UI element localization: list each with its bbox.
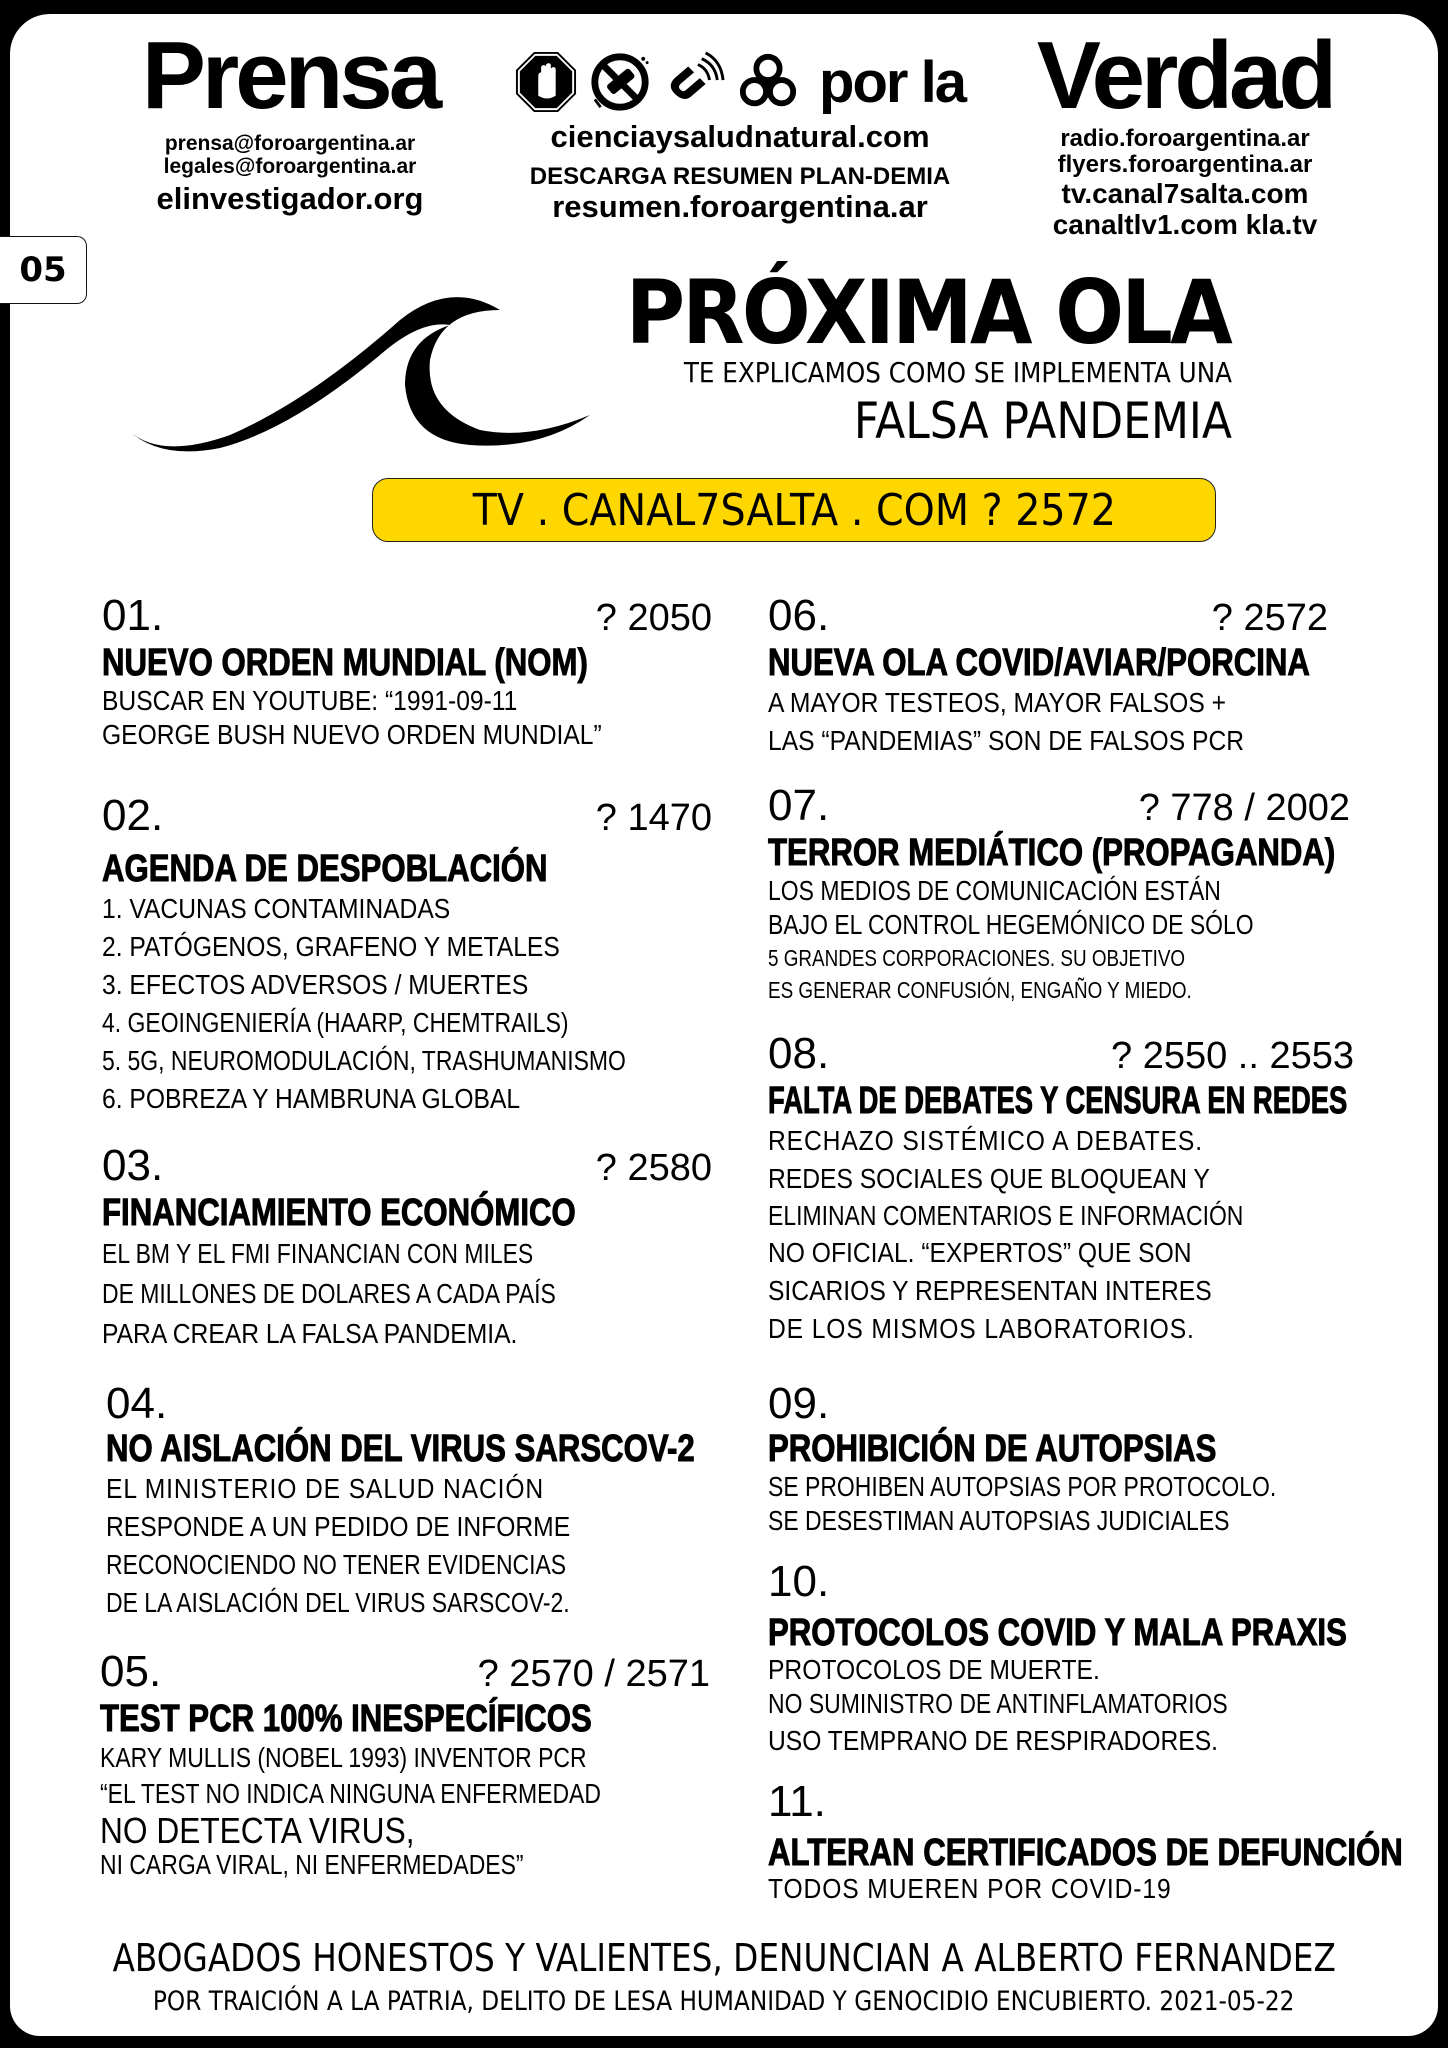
item-line: A MAYOR TESTEOS, MAYOR FALSOS +	[768, 687, 1227, 718]
item-reference: ? 2570 / 2571	[477, 1653, 710, 1695]
item-reference: ? 1470	[595, 797, 712, 839]
item-line: REDES SOCIALES QUE BLOQUEAN Y	[768, 1163, 1210, 1194]
link-cienciaysaludnatural: cienciaysaludnatural.com	[550, 119, 930, 154]
item-number: 03.	[102, 1141, 164, 1190]
item-line: DE LA AISLACIÓN DEL VIRUS SARSCOV-2.	[106, 1587, 570, 1618]
item-01	[102, 592, 712, 752]
item-number: 10.	[768, 1557, 830, 1606]
item-10	[768, 1558, 1358, 1760]
item-title: FALTA DE DEBATES Y CENSURA EN REDES	[768, 1080, 1348, 1122]
item-line: PROTOCOLOS DE MUERTE.	[768, 1654, 1100, 1685]
item-line: NO OFICIAL. “EXPERTOS” QUE SON	[768, 1237, 1192, 1268]
item-number: 05.	[100, 1647, 162, 1696]
title-subtitle-2: FALSA PANDEMIA	[853, 392, 1232, 450]
item-line: EL BM Y EL FMI FINANCIAN CON MILES	[102, 1238, 534, 1269]
item-number: 04.	[106, 1379, 168, 1428]
item-line: TODOS MUEREN POR COVID-19	[768, 1873, 1172, 1904]
item-05	[100, 1648, 710, 1880]
header-word-prensa: Prensa	[141, 22, 439, 129]
item-line: DE LOS MISMOS LABORATORIOS.	[768, 1313, 1195, 1344]
item-line: ELIMINAN COMENTARIOS E INFORMACIÓN	[768, 1200, 1244, 1231]
item-line: RESPONDE A UN PEDIDO DE INFORME	[106, 1511, 571, 1542]
item-title: NO AISLACIÓN DEL VIRUS SARSCOV-2	[106, 1428, 695, 1470]
item-title: TERROR MEDIÁTICO (PROPAGANDA)	[768, 832, 1336, 874]
item-number: 09.	[768, 1379, 830, 1428]
item-line: SE DESESTIMAN AUTOPSIAS JUDICIALES	[768, 1505, 1230, 1536]
link-tv-canal7salta: tv.canal7salta.com	[1061, 177, 1309, 209]
download-label: DESCARGA RESUMEN PLAN-DEMIA	[529, 163, 951, 191]
item-line: SICARIOS Y REPRESENTAN INTERES	[768, 1275, 1212, 1306]
item-line: PARA CREAR LA FALSA PANDEMIA.	[102, 1318, 518, 1349]
item-line: 4. GEOINGENIERÍA (HAARP, CHEMTRAILS)	[102, 1007, 569, 1038]
item-line: NO DETECTA VIRUS,	[100, 1810, 415, 1851]
item-title: TEST PCR 100% INESPECÍFICOS	[100, 1698, 592, 1740]
item-line: GEORGE BUSH NUEVO ORDEN MUNDIAL”	[102, 719, 602, 750]
item-title: AGENDA DE DESPOBLACIÓN	[102, 848, 548, 890]
item-line: 3. EFECTOS ADVERSOS / MUERTES	[102, 969, 529, 1000]
item-03	[102, 1142, 712, 1354]
item-title: PROTOCOLOS COVID Y MALA PRAXIS	[768, 1612, 1347, 1654]
item-reference: ? 2580	[595, 1147, 712, 1189]
highlight-banner	[372, 478, 1216, 542]
item-line: ES GENERAR CONFUSIÓN, ENGAÑO Y MIEDO.	[768, 977, 1192, 1003]
item-line: SE PROHIBEN AUTOPSIAS POR PROTOCOLO.	[768, 1471, 1277, 1502]
header-right	[1000, 22, 1370, 240]
item-title: FINANCIAMIENTO ECONÓMICO	[102, 1192, 576, 1234]
footer-headline-text: ABOGADOS HONESTOS Y VALIENTES, DENUNCIAN A ALBERTO FERNANDEZ	[112, 1936, 1336, 1980]
item-number: 11.	[768, 1777, 826, 1826]
item-line: 2. PATÓGENOS, GRAFENO Y METALES	[102, 931, 560, 962]
title-main: PRÓXIMA OLA	[625, 261, 1230, 364]
email-prensa: prensa@foroargentina.ar	[164, 132, 416, 155]
no-vaccine-icon	[589, 51, 651, 113]
biohazard-icon	[737, 51, 799, 113]
item-line: NI CARGA VIRAL, NI ENFERMEDADES”	[100, 1849, 524, 1880]
item-line: LAS “PANDEMIAS” SON DE FALSOS PCR	[768, 725, 1245, 756]
item-line: 6. POBREZA Y HAMBRUNA GLOBAL	[102, 1083, 521, 1114]
stop-hand-icon	[515, 51, 577, 113]
item-line: NO SUMINISTRO DE ANTINFLAMATORIOS	[768, 1688, 1228, 1719]
item-number: 07.	[768, 781, 830, 830]
header-word-verdad: Verdad	[1036, 22, 1334, 129]
item-number: 08.	[768, 1029, 830, 1078]
item-line: RECONOCIENDO NO TENER EVIDENCIAS	[106, 1549, 567, 1580]
item-line: 1. VACUNAS CONTAMINADAS	[102, 893, 451, 924]
link-radio: radio.foroargentina.ar	[1060, 125, 1310, 152]
footer-subline	[0, 1986, 1448, 2017]
item-title: NUEVO ORDEN MUNDIAL (NOM)	[102, 642, 588, 684]
por-la-text: por la	[819, 49, 965, 115]
email-legales: legales@foroargentina.ar	[163, 155, 417, 179]
item-04	[106, 1380, 716, 1622]
item-number: 01.	[102, 591, 164, 640]
link-flyers: flyers.foroargentina.ar	[1057, 151, 1313, 179]
item-reference: ? 778 / 2002	[1138, 787, 1350, 829]
item-reference: ? 2050	[595, 597, 712, 639]
item-11	[768, 1777, 1403, 1904]
title-subtitle: TE EXPLICAMOS COMO SE IMPLEMENTA UNA	[683, 356, 1232, 389]
icons-row	[480, 40, 1000, 124]
item-title: NUEVA OLA COVID/AVIAR/PORCINA	[768, 642, 1310, 684]
link-elinvestigador: elinvestigador.org	[156, 181, 424, 217]
item-line: DE MILLONES DE DOLARES A CADA PAÍS	[102, 1278, 556, 1309]
link-resumen: resumen.foroargentina.ar	[552, 189, 928, 225]
item-line: RECHAZO SISTÉMICO A DEBATES.	[768, 1125, 1203, 1156]
item-number: 06.	[768, 591, 830, 640]
link-canaltlv1: canaltlv1.com kla.tv	[1052, 208, 1318, 240]
item-line: LOS MEDIOS DE COMUNICACIÓN ESTÁN	[768, 875, 1221, 906]
item-line: KARY MULLIS (NOBEL 1993) INVENTOR PCR	[100, 1742, 587, 1773]
item-line: USO TEMPRANO DE RESPIRADORES.	[768, 1725, 1218, 1756]
item-line: 5 GRANDES CORPORACIONES. SU OBJETIVO	[768, 945, 1186, 971]
item-08	[768, 1030, 1354, 1348]
item-reference: ? 2572	[1211, 597, 1328, 639]
item-line: “EL TEST NO INDICA NINGUNA ENFERMEDAD	[100, 1778, 601, 1809]
item-07	[768, 782, 1350, 1006]
item-02	[102, 792, 712, 1118]
magnet-icon	[663, 51, 725, 113]
item-line: BAJO EL CONTROL HEGEMÓNICO DE SÓLO	[768, 909, 1254, 940]
item-line: BUSCAR EN YOUTUBE: “1991-09-11	[102, 685, 518, 716]
header-middle	[480, 40, 1000, 225]
item-reference: ? 2550 .. 2553	[1111, 1035, 1354, 1077]
page-number-tab: 05	[0, 236, 87, 304]
item-title: ALTERAN CERTIFICADOS DE DEFUNCIÓN	[768, 1832, 1403, 1874]
footer-subline-text: POR TRAICIÓN A LA PATRIA, DELITO DE LESA HUMANIDAD Y GENOCIDIO ENCUBIERTO. 2021-05-22	[153, 1986, 1295, 2017]
highlight-text: TV . CANAL7SALTA . COM ? 2572	[472, 484, 1116, 536]
item-06	[768, 592, 1328, 760]
header-left	[130, 22, 450, 217]
item-number: 02.	[102, 791, 164, 840]
item-line: EL MINISTERIO DE SALUD NACIÓN	[106, 1473, 545, 1504]
item-09	[768, 1380, 1358, 1538]
item-title: PROHIBICIÓN DE AUTOPSIAS	[768, 1428, 1217, 1470]
footer-headline	[0, 1936, 1448, 1980]
item-line: 5. 5G, NEUROMODULACIÓN, TRASHUMANISMO	[102, 1045, 626, 1076]
